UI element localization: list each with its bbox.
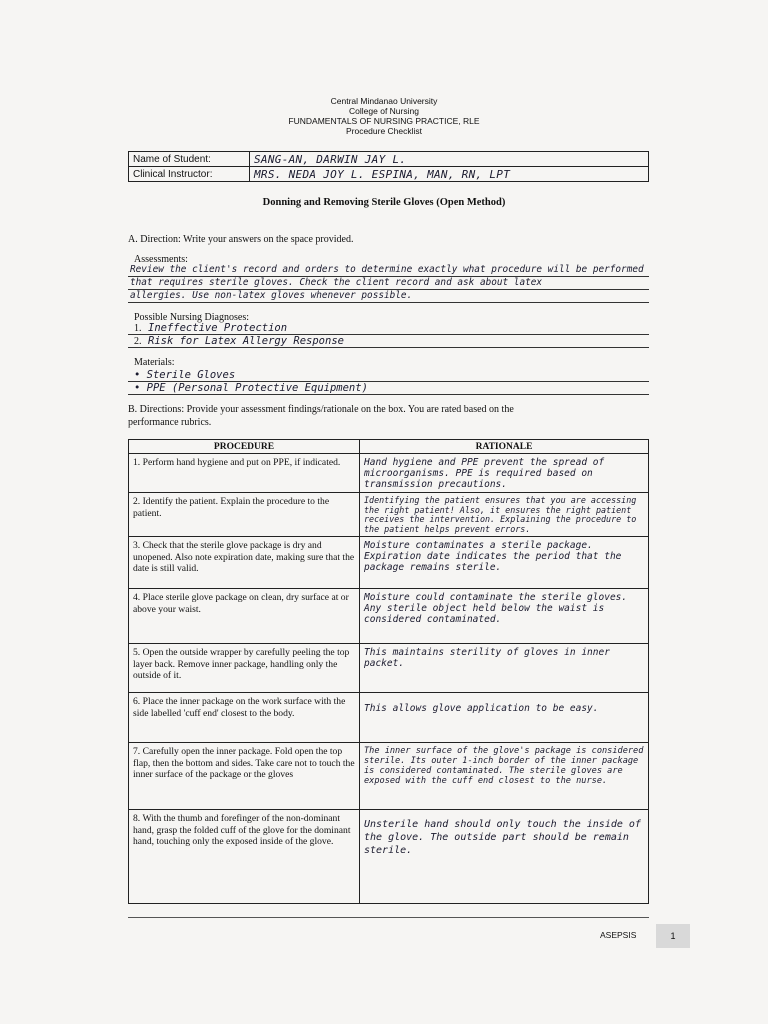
diagnosis-rule-2 (128, 347, 649, 348)
procedure-text: Open the outside wrapper by carefully peeling the top layer back. Remove inner package, handling only the outside of it. (133, 647, 350, 681)
procedure-cell (129, 589, 360, 644)
procedure-text: Place the inner package on the work surface with the side labelled 'cuff end' closest to the body. (133, 696, 346, 719)
table-row (129, 693, 649, 743)
footer-section-label: ASEPSIS (600, 930, 637, 940)
procedure-text: Check that the sterile glove package is dry and unopened. Also note expiration date, making sure that the date is still valid. (133, 540, 355, 574)
section-b-direction-cont: performance rubrics. (128, 417, 212, 428)
table-row (129, 810, 649, 904)
assessment-line-1: Review the client's record and orders to determine exactly what procedure will be performed (130, 264, 644, 275)
diagnoses-label: Possible Nursing Diagnoses: (134, 312, 249, 323)
diagnosis-num-2: 2. (134, 336, 142, 347)
procedure-cell (129, 454, 360, 493)
student-info-table (128, 151, 649, 182)
step-number: 5. (133, 647, 141, 658)
rationale-cell: This allows glove application to be easy. (360, 693, 649, 743)
step-number: 6. (133, 696, 141, 707)
diagnosis-text-2: Risk for Latex Allergy Response (148, 335, 344, 347)
rationale-cell: Moisture could contaminate the sterile gloves. Any sterile object held below the waist is considered contaminated. (360, 589, 649, 644)
procedure-text: Identify the patient. Explain the procedure to the patient. (133, 496, 330, 519)
assessment-line-2: that requires sterile gloves. Check the client record and ask about latex (130, 277, 543, 288)
procedure-table (128, 439, 649, 904)
footer-divider (128, 917, 649, 918)
table-row (129, 454, 649, 493)
procedure-title: Donning and Removing Sterile Gloves (Open Method) (262, 197, 506, 208)
rationale-cell: The inner surface of the glove's package is considered sterile. Its outer 1-inch border of the inner package is considered contaminated. The sterile gloves are exposed with the cuff end closest to the nurse. (360, 743, 649, 810)
procedure-cell (129, 743, 360, 810)
procedure-text: Perform hand hygiene and put on PPE, if indicated. (142, 457, 341, 468)
rationale-cell: Hand hygiene and PPE prevent the spread of microorganisms. PPE is required based on transmission precautions. (360, 454, 649, 493)
student-name-value: SANG-AN, DARWIN JAY L. (250, 152, 649, 167)
step-number: 2. (133, 496, 141, 507)
assessment-line-3: allergies. Use non-latex gloves whenever possible. (130, 290, 413, 301)
assessment-rule-3 (128, 302, 649, 303)
step-number: 4. (133, 592, 141, 603)
step-number: 7. (133, 746, 141, 757)
course-title: FUNDAMENTALS OF NURSING PRACTICE, RLE (288, 116, 480, 126)
instructor-name-value: MRS. NEDA JOY L. ESPINA, MAN, RN, LPT (250, 167, 649, 182)
document-type: Procedure Checklist (345, 126, 423, 136)
material-item-2: • PPE (Personal Protective Equipment) (134, 382, 368, 394)
step-number: 3. (133, 540, 141, 551)
procedure-cell (129, 693, 360, 743)
section-b-direction: B. Directions: Provide your assessment findings/rationale on the box. You are rated based on the (128, 404, 514, 415)
diagnosis-num-1: 1. (134, 323, 142, 334)
procedure-cell (129, 537, 360, 589)
material-item-1: • Sterile Gloves (134, 369, 236, 381)
procedure-text: Carefully open the inner package. Fold open the top flap, then the bottom and sides. Take care not to touch the inner surface of the package or the gloves (133, 746, 355, 780)
rationale-cell: Moisture contaminates a sterile package. Expiration date indicates the period that the package remains sterile. (360, 537, 649, 589)
procedure-text: Place sterile glove package on clean, dry surface at or above your waist. (133, 592, 349, 615)
rationale-cell: This maintains sterility of gloves in inner packet. (360, 644, 649, 693)
procedure-cell (129, 493, 360, 537)
materials-rule-2 (128, 394, 649, 395)
table-row (129, 537, 649, 589)
assessments-label: Assessments: (134, 254, 188, 265)
university-name: Central Mindanao University (330, 96, 438, 106)
procedure-cell (129, 644, 360, 693)
rationale-cell: Identifying the patient ensures that you are accessing the right patient! Also, it ensures the right patient receives the intervention. Explaining the procedure to the patient helps prevent errors. (360, 493, 649, 537)
procedure-text: With the thumb and forefinger of the non-dominant hand, grasp the folded cuff of the glove for the dominant hand, touching only the exposed inside of the glove. (133, 813, 351, 847)
procedure-column-header: PROCEDURE (129, 440, 360, 454)
step-number: 1. (133, 457, 141, 468)
rationale-column-header: RATIONALE (360, 440, 649, 454)
procedure-cell (129, 810, 360, 904)
student-label: Name of Student: (129, 152, 250, 167)
table-row (129, 493, 649, 537)
materials-label: Materials: (134, 357, 175, 368)
diagnosis-text-1: Ineffective Protection (148, 322, 288, 334)
section-a-direction: A. Direction: Write your answers on the space provided. (128, 234, 354, 245)
table-row (129, 589, 649, 644)
page-number: 1 (656, 924, 690, 948)
table-row (129, 644, 649, 693)
instructor-label: Clinical Instructor: (129, 167, 250, 182)
rationale-cell: Unsterile hand should only touch the inside of the glove. The outside part should be remain sterile. (360, 810, 649, 904)
table-row (129, 743, 649, 810)
college-name: College of Nursing (349, 106, 419, 116)
step-number: 8. (133, 813, 141, 824)
